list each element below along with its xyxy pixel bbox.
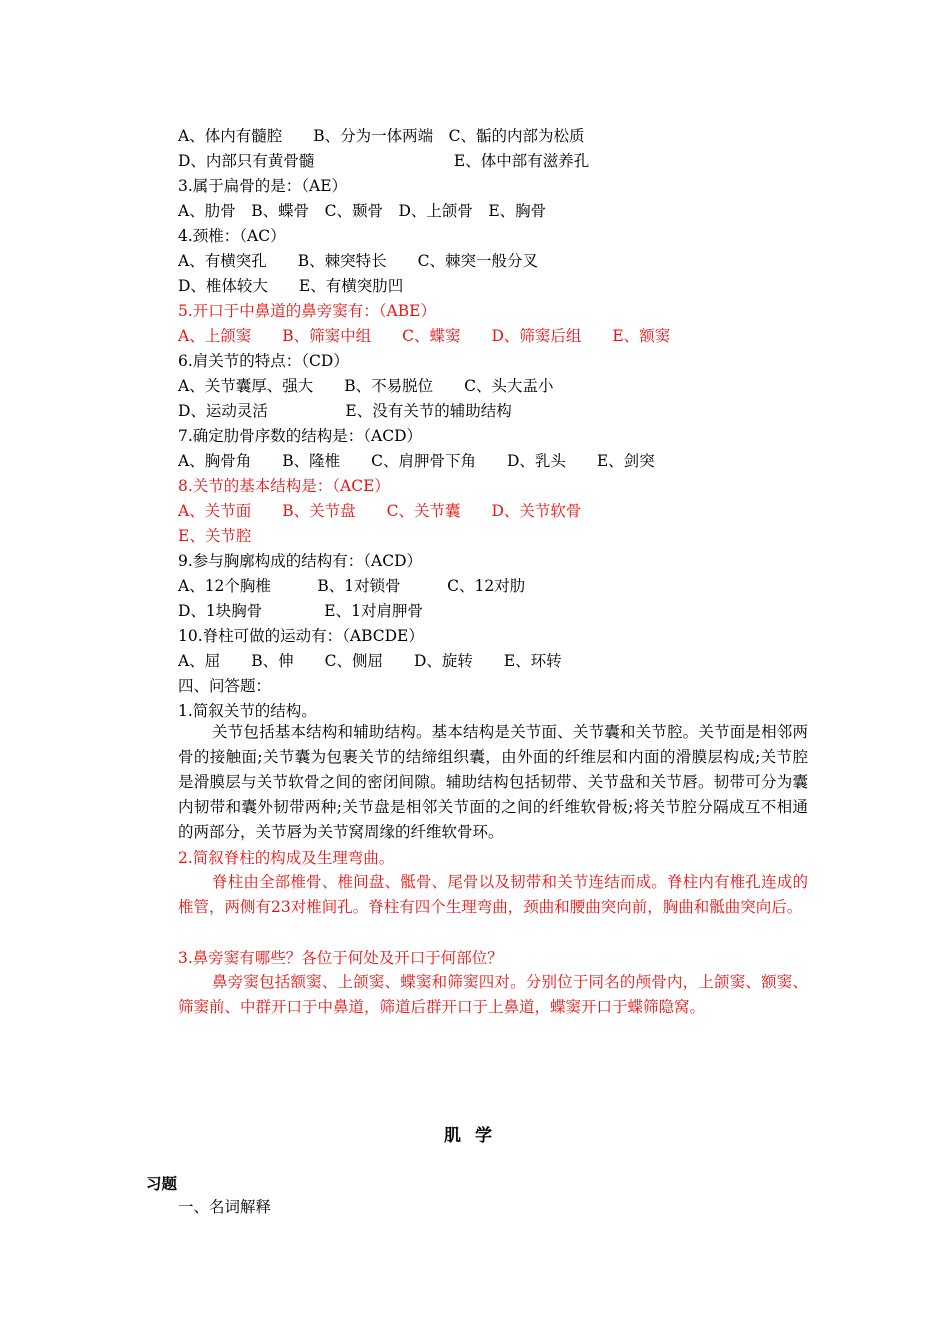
question-line: 9.参与胸廓构成的结构有：（ACD）: [178, 552, 423, 570]
question-line: 5.开口于中鼻道的鼻旁窦有：（ABE）: [178, 302, 436, 320]
question-3: 3.鼻旁窦有哪些？各位于何处及开口于何部位？: [178, 949, 503, 967]
question-line: A、关节囊厚、强大 B、不易脱位 C、头大盂小: [178, 377, 554, 395]
question-line: D、运动灵活 E、没有关节的辅助结构: [178, 402, 512, 420]
answer-1-paragraph: 关节包括基本结构和辅助结构。基本结构是关节面、关节囊和关节腔。关节面是相邻两骨的接触面;关节囊为包裹关节的结缔组织囊，由外面的纤维层和内面的滑膜层构成;关节腔是滑膜层与关节软骨之间的密闭间隙。辅助结构包括韧带、关节盘和关节唇。韧带可分为囊内韧带和囊外韧带两种;关节盘是相邻关节面的之间的纤维软骨板;将关节腔分隔成互不相通的两部分，关节唇为关节窝周缘的纤维软骨环。: [178, 723, 808, 841]
question-line: D、椎体较大 E、有横突肋凹: [178, 277, 404, 295]
question-line: A、关节面 B、关节盘 C、关节囊 D、关节软骨: [178, 502, 582, 520]
question-line: 四、问答题：: [178, 677, 272, 695]
question-line: 7.确定肋骨序数的结构是：（ACD）: [178, 427, 423, 445]
question-line: A、体内有髓腔 B、分为一体两端 C、骺的内部为松质: [178, 127, 585, 145]
question-line: D、内部只有黄骨髓 E、体中部有滋养孔: [178, 152, 590, 170]
question-line: A、胸骨角 B、隆椎 C、肩胛骨下角 D、乳头 E、剑突: [178, 452, 655, 470]
question-line: D、1块胸骨 E、1对肩胛骨: [178, 602, 423, 620]
question-line: 8.关节的基本结构是：（ACE）: [178, 477, 390, 495]
section-title: 肌学: [444, 1126, 506, 1146]
question-line: A、上颌窦 B、筛窦中组 C、蝶窦 D、筛窦后组 E、额窦: [178, 327, 671, 345]
question-line: A、12个胸椎 B、1对锁骨 C、12对肋: [178, 577, 526, 595]
question-line: 1.简叙关节的结构。: [178, 702, 317, 720]
question-2: 2.简叙脊柱的构成及生理弯曲。: [178, 849, 395, 867]
question-line: 3.属于扁骨的是：（AE）: [178, 177, 348, 195]
question-line: 10.脊柱可做的运动有：（ABCDE）: [178, 627, 424, 645]
question-line: A、屈 B、伸 C、侧屈 D、旋转 E、环转: [178, 652, 562, 670]
question-line: 4.颈椎：（AC）: [178, 227, 286, 245]
question-line: A、有横突孔 B、棘突特长 C、棘突一般分叉: [178, 252, 538, 270]
question-line: A、肋骨 B、蝶骨 C、颞骨 D、上颌骨 E、胸骨: [178, 202, 547, 220]
next-item-heading: 一、名词解释: [178, 1198, 272, 1216]
answer-3-paragraph: 鼻旁窦包括额窦、上颌窦、蝶窦和筛窦四对。分别位于同名的颅骨内，上颌窦、额窦、筛窦前、中群开口于中鼻道，筛道后群开口于上鼻道，蝶窦开口于蝶筛隐窝。: [178, 973, 808, 1016]
exercise-heading: 习题: [146, 1175, 178, 1193]
question-line: 6.肩关节的特点：（CD）: [178, 352, 349, 370]
answer-2-paragraph: 脊柱由全部椎骨、椎间盘、骶骨、尾骨以及韧带和关节连结而成。脊柱内有椎孔连成的椎管，两侧有23对椎间孔。脊柱有四个生理弯曲，颈曲和腰曲突向前，胸曲和骶曲突向后。: [178, 873, 808, 916]
question-line: E、关节腔: [178, 527, 252, 545]
